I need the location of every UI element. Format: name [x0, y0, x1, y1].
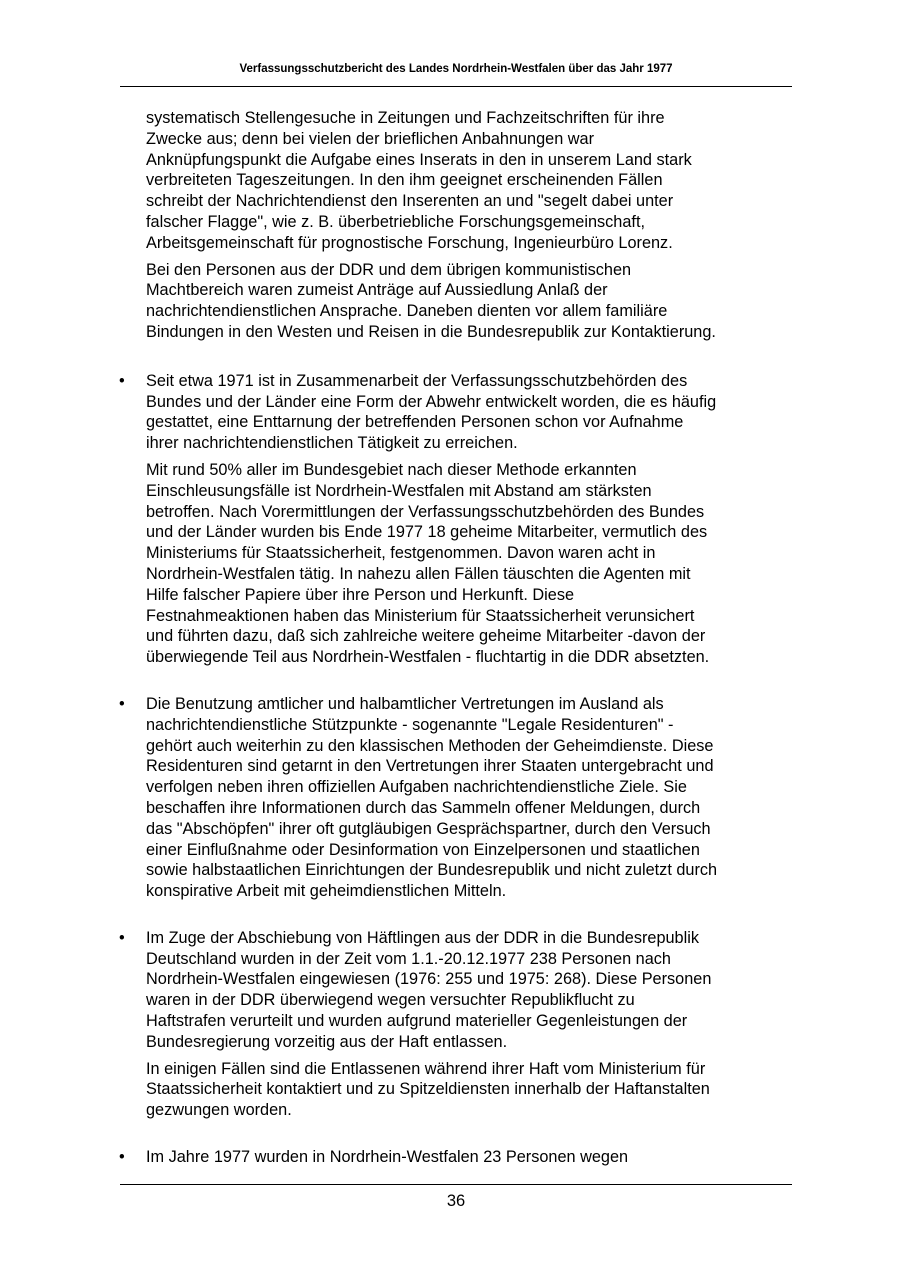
text-line: Arbeitsgemeinschaft für prognostische Forschung, Ingenieurbüro Lorenz. [146, 233, 673, 252]
bullet-paragraph-1 [146, 928, 792, 1053]
text-line: gestattet, eine Enttarnung der betreffenden Personen schon vor Aufnahme [146, 413, 684, 432]
bullet-paragraph-2 [146, 460, 792, 668]
text-line: systematisch Stellengesuche in Zeitungen und Fachzeitschriften für ihre [146, 109, 665, 127]
text-line: Anknüpfungspunkt die Aufgabe eines Inserats in den in unserem Land stark [146, 150, 692, 169]
bullet-symbol: • [119, 1148, 125, 1167]
bullet-item-4 [119, 1147, 792, 1168]
text-line: das "Abschöpfen" ihrer oft gutgläubigen Gesprächspartner, durch den Versuch [146, 819, 711, 838]
header-rule [120, 86, 792, 87]
text-line: und führten dazu, daß sich zahlreiche weitere geheime Mitarbeiter -davon der [146, 627, 706, 646]
text-line: Mit rund 50% aller im Bundesgebiet nach dieser Methode erkannten [146, 460, 637, 479]
running-header: Verfassungsschutzbericht des Landes Nordrhein-Westfalen über das Jahr 1977 [239, 63, 673, 75]
bullet-paragraph-1 [146, 1147, 792, 1168]
text-line: gezwungen worden. [146, 1101, 292, 1120]
text-line: Im Jahre 1977 wurden in Nordrhein-Westfalen 23 Personen wegen [146, 1148, 629, 1167]
text-line: Bundesregierung vorzeitig aus der Haft entlassen. [146, 1032, 508, 1051]
intro-paragraph-1 [146, 108, 792, 254]
footer-rule [120, 1184, 792, 1185]
text-line: falscher Flagge", wie z. B. überbetriebliche Forschungsgemeinschaft, [146, 212, 645, 231]
text-line: Machtbereich waren zumeist Anträge auf Aussiedlung Anlaß der [146, 281, 608, 300]
text-line: Zwecke aus; denn bei vielen der brieflichen Anbahnungen war [146, 129, 595, 148]
text-line: Nordrhein-Westfalen eingewiesen (1976: 255 und 1975: 268). Diese Personen [146, 970, 712, 989]
text-line: Staatssicherheit kontaktiert und zu Spitzeldiensten innerhalb der Haftanstalten [146, 1080, 710, 1099]
text-line: nachrichtendienstliche Stützpunkte - sogenannte "Legale Residenturen" - [146, 715, 674, 734]
bullet-item-3 [119, 928, 792, 1121]
text-line: überwiegende Teil aus Nordrhein-Westfalen - fluchtartig in die DDR absetzten. [146, 648, 710, 667]
text-line: nachrichtendienstlichen Ansprache. Daneben dienten vor allem familiäre [146, 302, 668, 321]
text-line: Einschleusungsfälle ist Nordrhein-Westfalen mit Abstand am stärksten [146, 481, 652, 500]
text-line: gehört auch weiterhin zu den klassischen Methoden der Geheimdienste. Diese [146, 736, 714, 755]
text-line: Festnahmeaktionen haben das Ministerium für Staatssicherheit verunsichert [146, 606, 695, 625]
text-line: Bei den Personen aus der DDR und dem übrigen kommunistischen [146, 260, 632, 279]
text-line: verbreiteten Tageszeitungen. In den ihm geeignet erscheinenden Fällen [146, 171, 663, 190]
bullet-symbol: • [119, 928, 125, 947]
text-line: In einigen Fällen sind die Entlassenen während ihrer Haft vom Ministerium für [146, 1059, 706, 1078]
bullet-symbol: • [119, 694, 125, 713]
text-line: beschaffen ihre Informationen durch das Sammeln offener Meldungen, durch [146, 798, 701, 817]
text-line: Bindungen in den Westen und Reisen in die Bundesrepublik zur Kontaktierung. [146, 322, 716, 341]
bullet-item-2 [119, 694, 792, 902]
text-line: Residenturen sind getarnt in den Vertretungen ihrer Staaten untergebracht und [146, 757, 714, 776]
page-number: 36 [446, 1192, 466, 1210]
text-line: Bundes und der Länder eine Form der Abwehr entwickelt worden, die es häufig [146, 392, 717, 411]
text-line: Hilfe falscher Papiere über ihre Person und Herkunft. Diese [146, 585, 575, 604]
bullet-symbol: • [119, 371, 125, 390]
text-line: Deutschland wurden in der Zeit vom 1.1.-20.12.1977 238 Personen nach [146, 949, 671, 968]
bullet-paragraph-1 [146, 371, 792, 454]
text-line: einer Einflußnahme oder Desinformation von Einzelpersonen und staatlichen [146, 840, 700, 859]
text-line: schreibt der Nachrichtendienst den Inserenten an und "segelt dabei unter [146, 192, 674, 211]
bullet-paragraph-1 [146, 694, 792, 902]
text-line: Seit etwa 1971 ist in Zusammenarbeit der Verfassungsschutzbehörden des [146, 371, 688, 390]
page-body [119, 108, 792, 1168]
bullet-item-1 [119, 371, 792, 668]
text-line: Haftstrafen verurteilt und wurden aufgrund materieller Gegenleistungen der [146, 1012, 688, 1031]
bullet-paragraph-2 [146, 1059, 792, 1121]
text-line: sowie halbstaatlichen Einrichtungen der Bundesrepublik und nicht zuletzt durch [146, 861, 718, 880]
text-line: und der Länder wurden bis Ende 1977 18 geheime Mitarbeiter, vermutlich des [146, 523, 708, 542]
text-line: Im Zuge der Abschiebung von Häftlingen aus der DDR in die Bundesrepublik [146, 928, 699, 947]
text-line: betroffen. Nach Vorermittlungen der Verfassungsschutzbehörden des Bundes [146, 502, 705, 521]
intro-paragraph-2 [146, 260, 792, 343]
text-line: Die Benutzung amtlicher und halbamtlicher Vertretungen im Ausland als [146, 694, 664, 713]
text-line: verfolgen neben ihren offiziellen Aufgaben nachrichtendienstliche Ziele. Sie [146, 778, 687, 797]
text-line: waren in der DDR überwiegend wegen versuchter Republikflucht zu [146, 991, 635, 1010]
text-line: ihrer nachrichtendienstlichen Tätigkeit zu erreichen. [146, 434, 518, 453]
text-line: Nordrhein-Westfalen tätig. In nahezu allen Fällen täuschten die Agenten mit [146, 564, 691, 583]
text-line: konspirative Arbeit mit geheimdienstlichen Mitteln. [146, 882, 507, 901]
text-line: Ministeriums für Staatssicherheit, festgenommen. Davon waren acht in [146, 544, 656, 563]
